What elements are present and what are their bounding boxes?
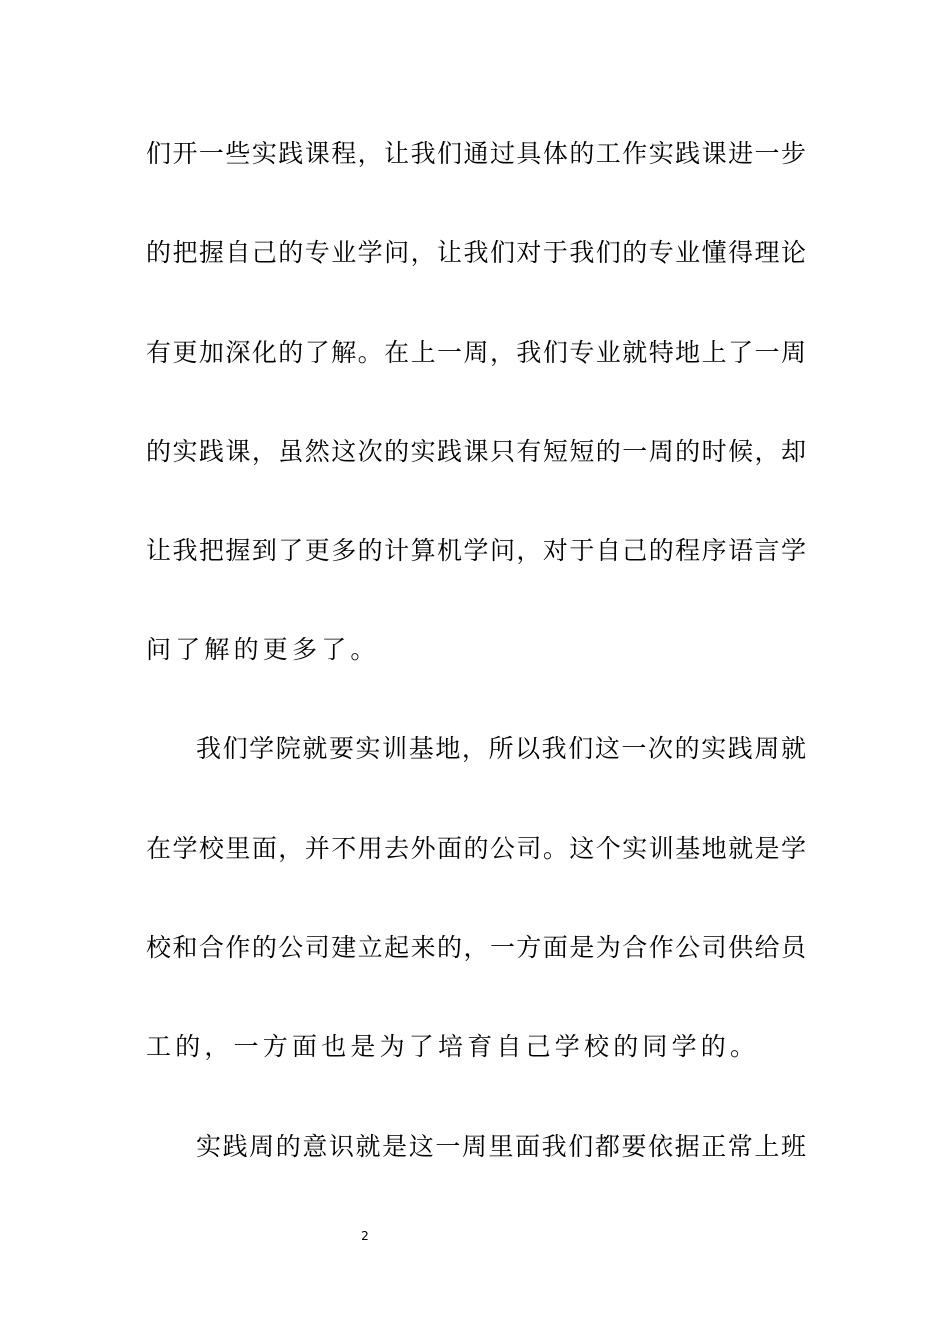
paragraph-first-line: 实践周的意识就是这一周里面我们都要依据正常上班 (196, 1132, 806, 1161)
text-line: 们开一些实践课程，让我们通过具体的工作实践课进一步 (146, 139, 806, 168)
text-line: 校和合作的公司建立起来的，一方面是为合作公司供给员 (146, 933, 806, 962)
text-line: 问了解的更多了。 (146, 635, 380, 664)
text-line: 的把握自己的专业学问，让我们对于我们的专业懂得理论 (146, 238, 806, 267)
page-number: 2 (361, 1229, 369, 1243)
text-line: 在学校里面，并不用去外面的公司。这个实训基地就是学 (146, 834, 806, 863)
text-line: 工的，一方面也是为了培育自己学校的同学的。 (146, 1032, 760, 1061)
text-line: 让我把握到了更多的计算机学问，对于自己的程序语言学 (146, 536, 806, 565)
text-line: 的实践课，虽然这次的实践课只有短短的一周的时候，却 (146, 437, 806, 466)
text-line: 有更加深化的了解。在上一周，我们专业就特地上了一周 (146, 338, 806, 367)
paragraph-first-line: 我们学院就要实训基地，所以我们这一次的实践周就 (196, 734, 806, 763)
